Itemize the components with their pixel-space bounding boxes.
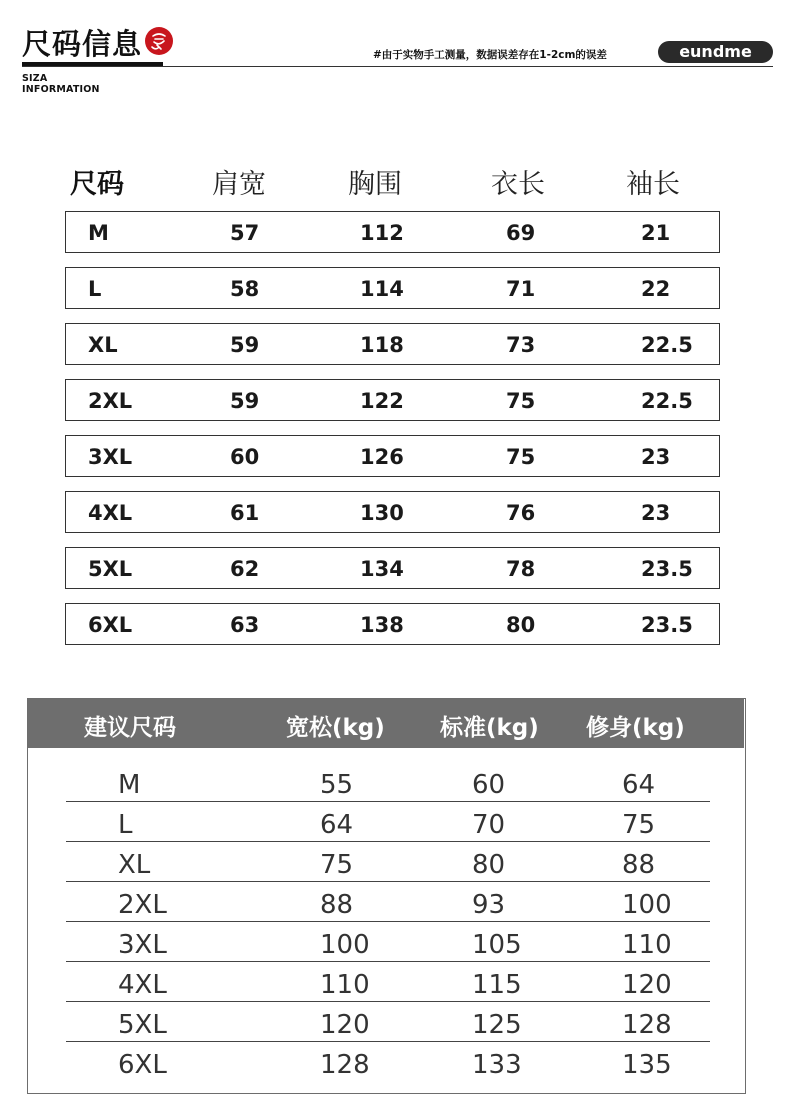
cell-standard: 70: [472, 810, 506, 840]
cell-shoulder: 59: [230, 389, 260, 413]
column-header-standard: 标准(kg): [440, 715, 539, 741]
table-row: [66, 924, 710, 964]
cell-size: XL: [118, 850, 151, 880]
cell-loose: 88: [320, 890, 354, 920]
cell-sleeve: 21: [641, 221, 671, 245]
column-header-length: 衣长: [491, 169, 545, 200]
cell-chest: 122: [360, 389, 404, 413]
cell-standard: 93: [472, 890, 506, 920]
cell-shoulder: 63: [230, 613, 260, 637]
table-row: [66, 1004, 710, 1044]
cell-shoulder: 60: [230, 445, 260, 469]
column-header-sleeve: 袖长: [626, 169, 680, 200]
cell-slim: 100: [622, 890, 672, 920]
row-divider: [66, 1041, 710, 1042]
cell-shoulder: 59: [230, 333, 260, 357]
table-row: [65, 547, 720, 589]
subtitle-line-1: SIZA: [22, 73, 48, 84]
cell-size: 2XL: [118, 890, 167, 920]
cell-slim: 110: [622, 930, 672, 960]
cell-size: 6XL: [118, 1050, 167, 1080]
cell-size: M: [88, 221, 109, 245]
cell-size: 5XL: [118, 1010, 167, 1040]
page-title: 尺码信息: [22, 27, 143, 61]
cell-standard: 115: [472, 970, 522, 1000]
cell-size: 3XL: [88, 445, 133, 469]
cell-slim: 75: [622, 810, 656, 840]
cell-chest: 138: [360, 613, 404, 637]
cell-chest: 130: [360, 501, 404, 525]
brand-badge: eundme: [658, 41, 773, 63]
measurement-note: #由于实物手工测量，数据误差存在1-2cm的误差: [373, 49, 607, 61]
cell-sleeve: 23: [641, 501, 671, 525]
cell-slim: 88: [622, 850, 656, 880]
table-row: [66, 1044, 710, 1084]
cell-slim: 120: [622, 970, 672, 1000]
header-divider: [22, 66, 773, 67]
subtitle: [22, 73, 100, 95]
table-row: [65, 323, 720, 365]
cell-length: 71: [506, 277, 536, 301]
cell-standard: 133: [472, 1050, 522, 1080]
row-divider: [66, 841, 710, 842]
recommend-table: [27, 698, 746, 1094]
cell-size: XL: [88, 333, 118, 357]
table-row: [66, 844, 710, 884]
seal-stamp-icon: [145, 27, 173, 55]
cell-length: 78: [506, 557, 536, 581]
table-row: [65, 211, 720, 253]
cell-size: L: [118, 810, 133, 840]
cell-length: 80: [506, 613, 536, 637]
cell-size: M: [118, 770, 141, 800]
cell-chest: 134: [360, 557, 404, 581]
cell-size: 3XL: [118, 930, 167, 960]
cell-loose: 75: [320, 850, 354, 880]
table-row: [66, 804, 710, 844]
column-header-slim: 修身(kg): [586, 715, 685, 741]
cell-length: 69: [506, 221, 536, 245]
cell-chest: 118: [360, 333, 404, 357]
cell-loose: 100: [320, 930, 370, 960]
cell-size: 4XL: [118, 970, 167, 1000]
cell-loose: 55: [320, 770, 354, 800]
cell-standard: 60: [472, 770, 506, 800]
cell-length: 75: [506, 389, 536, 413]
cell-slim: 135: [622, 1050, 672, 1080]
cell-chest: 126: [360, 445, 404, 469]
cell-chest: 114: [360, 277, 404, 301]
cell-sleeve: 22: [641, 277, 671, 301]
cell-shoulder: 61: [230, 501, 260, 525]
cell-sleeve: 23.5: [641, 613, 693, 637]
table-row: [65, 379, 720, 421]
table-row: [65, 491, 720, 533]
cell-size: L: [88, 277, 102, 301]
table-row: [66, 884, 710, 924]
cell-shoulder: 58: [230, 277, 260, 301]
column-header-size: 尺码: [70, 169, 124, 200]
cell-slim: 64: [622, 770, 656, 800]
column-header-recommended-size: 建议尺码: [84, 715, 176, 741]
cell-sleeve: 22.5: [641, 333, 693, 357]
cell-length: 73: [506, 333, 536, 357]
cell-sleeve: 23: [641, 445, 671, 469]
cell-chest: 112: [360, 221, 404, 245]
cell-size: 6XL: [88, 613, 133, 637]
cell-length: 76: [506, 501, 536, 525]
column-header-shoulder: 肩宽: [212, 169, 266, 200]
row-divider: [66, 1001, 710, 1002]
row-divider: [66, 921, 710, 922]
size-table-header: [0, 162, 790, 202]
cell-sleeve: 23.5: [641, 557, 693, 581]
cell-standard: 105: [472, 930, 522, 960]
row-divider: [66, 801, 710, 802]
cell-length: 75: [506, 445, 536, 469]
cell-size: 4XL: [88, 501, 133, 525]
cell-standard: 80: [472, 850, 506, 880]
row-divider: [66, 961, 710, 962]
cell-shoulder: 62: [230, 557, 260, 581]
cell-sleeve: 22.5: [641, 389, 693, 413]
table-row: [65, 603, 720, 645]
cell-size: 2XL: [88, 389, 133, 413]
column-header-loose: 宽松(kg): [286, 715, 385, 741]
table-row: [65, 267, 720, 309]
cell-loose: 120: [320, 1010, 370, 1040]
cell-size: 5XL: [88, 557, 133, 581]
cell-shoulder: 57: [230, 221, 260, 245]
table-row: [65, 435, 720, 477]
cell-loose: 110: [320, 970, 370, 1000]
cell-loose: 128: [320, 1050, 370, 1080]
recommend-table-header: [28, 699, 744, 748]
cell-loose: 64: [320, 810, 354, 840]
cell-slim: 128: [622, 1010, 672, 1040]
table-row: [66, 764, 710, 804]
column-header-chest: 胸围: [348, 169, 402, 200]
row-divider: [66, 881, 710, 882]
subtitle-line-2: INFORMATION: [22, 84, 100, 95]
cell-standard: 125: [472, 1010, 522, 1040]
table-row: [66, 964, 710, 1004]
